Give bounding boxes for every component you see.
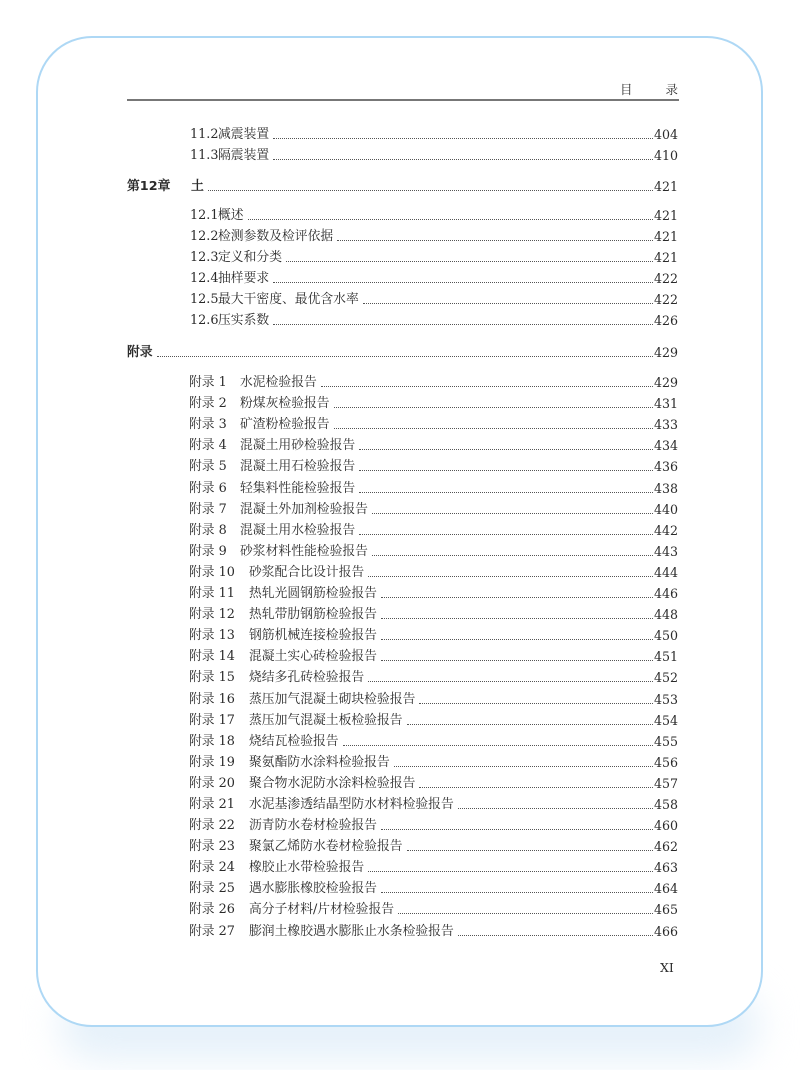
entry-number: 附录 25 bbox=[189, 881, 235, 897]
entry-number: 附录 23 bbox=[189, 839, 235, 855]
entry-page: 443 bbox=[653, 543, 678, 559]
dot-leader bbox=[381, 597, 653, 598]
dot-leader bbox=[273, 324, 653, 325]
toc-appendix-entry[interactable] bbox=[127, 918, 678, 939]
entry-title: 定义和分类 bbox=[218, 250, 282, 265]
dot-leader bbox=[381, 892, 653, 893]
dot-leader bbox=[337, 240, 653, 241]
entry-number: 12.1 bbox=[190, 208, 219, 223]
entry-number: 附录 16 bbox=[189, 691, 235, 707]
toc-appendix-entry[interactable] bbox=[127, 750, 678, 771]
toc-appendix-entry[interactable] bbox=[127, 497, 678, 518]
entry-number: 12.2 bbox=[190, 229, 219, 244]
entry-page: 404 bbox=[653, 127, 678, 142]
toc-appendix-entry[interactable] bbox=[127, 602, 678, 623]
dot-leader bbox=[157, 356, 653, 357]
entry-number: 附录 11 bbox=[189, 586, 235, 602]
entry-number: 11.3 bbox=[190, 148, 219, 163]
entry-page: 429 bbox=[653, 345, 678, 360]
toc-appendix-entry[interactable] bbox=[127, 897, 678, 918]
entry-page: 410 bbox=[653, 148, 678, 163]
entry-title: 压实系数 bbox=[218, 313, 270, 328]
entry-page: 456 bbox=[653, 754, 678, 770]
dot-leader bbox=[372, 555, 653, 556]
entry-page: 433 bbox=[653, 417, 678, 433]
dot-leader bbox=[286, 261, 653, 262]
entry-title: 聚合物水泥防水涂料检验报告 bbox=[249, 775, 416, 791]
dot-leader bbox=[398, 913, 653, 914]
entry-page: 454 bbox=[653, 712, 678, 728]
entry-number: 附录 14 bbox=[189, 649, 235, 665]
dot-leader bbox=[343, 745, 653, 746]
entry-number: 附录 22 bbox=[189, 818, 235, 834]
entry-title: 抽样要求 bbox=[218, 271, 270, 286]
entry-page: 442 bbox=[653, 522, 678, 538]
toc-appendix-entry[interactable] bbox=[127, 412, 678, 433]
entry-title: 混凝土用石检验报告 bbox=[240, 459, 356, 475]
entry-number: 附录 3 bbox=[189, 417, 227, 433]
toc-appendix-entry[interactable] bbox=[127, 729, 678, 750]
toc-appendix-entry[interactable] bbox=[127, 771, 678, 792]
entry-number: 附录 10 bbox=[189, 564, 235, 580]
entry-title: 烧结多孔砖检验报告 bbox=[249, 670, 365, 686]
entry-page: 421 bbox=[653, 250, 678, 265]
entry-title: 聚氯乙烯防水卷材检验报告 bbox=[249, 839, 403, 855]
toc-section-entry[interactable] bbox=[127, 122, 678, 143]
toc-appendix-entry[interactable] bbox=[127, 475, 678, 496]
running-head-char: 目 bbox=[620, 82, 633, 97]
entry-title: 烧结瓦检验报告 bbox=[249, 733, 339, 749]
entry-number: 12.3 bbox=[190, 250, 219, 265]
dot-leader bbox=[334, 407, 653, 408]
entry-title: 矿渣粉检验报告 bbox=[240, 417, 330, 433]
entry-page: 422 bbox=[653, 292, 678, 307]
entry-title: 沥青防水卷材检验报告 bbox=[249, 818, 377, 834]
dot-leader bbox=[368, 871, 653, 872]
toc-appendix-entry[interactable] bbox=[127, 560, 678, 581]
toc-appendix-entry[interactable] bbox=[127, 665, 678, 686]
toc-appendix-entry[interactable] bbox=[127, 454, 678, 475]
toc-appendix-entry[interactable] bbox=[127, 391, 678, 412]
entry-page: 453 bbox=[653, 691, 678, 707]
entry-number: 附录 15 bbox=[189, 670, 235, 686]
dot-leader bbox=[381, 639, 653, 640]
entry-page: 446 bbox=[653, 586, 678, 602]
entry-title: 砂浆配合比设计报告 bbox=[249, 564, 365, 580]
entry-page: 450 bbox=[653, 628, 678, 644]
toc-section-entry[interactable] bbox=[127, 287, 678, 308]
entry-title: 膨润土橡胶遇水膨胀止水条检验报告 bbox=[249, 923, 454, 939]
entry-page: 438 bbox=[653, 480, 678, 496]
entry-title: 混凝土用砂检验报告 bbox=[240, 438, 356, 454]
dot-leader bbox=[359, 470, 653, 471]
dot-leader bbox=[359, 449, 653, 450]
entry-page: 462 bbox=[653, 839, 678, 855]
dot-leader bbox=[372, 513, 653, 514]
toc-section-entry[interactable] bbox=[127, 143, 678, 164]
toc-appendix-entry[interactable] bbox=[127, 644, 678, 665]
entry-page: 429 bbox=[653, 375, 678, 391]
dot-leader bbox=[334, 428, 653, 429]
entry-number: 附录 2 bbox=[189, 396, 227, 412]
dot-leader bbox=[407, 724, 653, 725]
entry-number: 附录 5 bbox=[189, 459, 227, 475]
entry-title: 热轧带肋钢筋检验报告 bbox=[249, 607, 377, 623]
entry-page: 457 bbox=[653, 775, 678, 791]
entry-title: 轻集料性能检验报告 bbox=[240, 480, 356, 496]
toc-section-entry[interactable] bbox=[127, 266, 678, 287]
dot-leader bbox=[363, 303, 653, 304]
toc-appendix-heading[interactable] bbox=[127, 340, 678, 361]
entry-title: 减震装置 bbox=[218, 127, 270, 142]
entry-page: 458 bbox=[653, 796, 678, 812]
toc-appendix-entry[interactable] bbox=[127, 686, 678, 707]
entry-number: 附录 18 bbox=[189, 733, 235, 749]
toc-section-entry[interactable] bbox=[127, 308, 678, 329]
entry-number: 12.4 bbox=[190, 271, 219, 286]
entry-title: 遇水膨胀橡胶检验报告 bbox=[249, 881, 377, 897]
entry-page: 422 bbox=[653, 271, 678, 286]
entry-title: 隔震装置 bbox=[218, 148, 270, 163]
running-head bbox=[620, 80, 678, 98]
entry-number: 附录 1 bbox=[189, 375, 227, 391]
dot-leader bbox=[359, 534, 653, 535]
entry-page: 434 bbox=[653, 438, 678, 454]
toc-section-entry[interactable] bbox=[127, 224, 678, 245]
running-head-char: 录 bbox=[665, 82, 678, 97]
dot-leader bbox=[407, 850, 653, 851]
toc-appendix-entry[interactable] bbox=[127, 792, 678, 813]
toc-appendix-entry[interactable] bbox=[127, 539, 678, 560]
entry-title: 聚氨酯防水涂料检验报告 bbox=[249, 754, 390, 770]
toc-appendix-entry[interactable] bbox=[127, 518, 678, 539]
entry-title: 钢筋机械连接检验报告 bbox=[249, 628, 377, 644]
dot-leader bbox=[381, 618, 653, 619]
entry-title: 高分子材料/片材检验报告 bbox=[249, 902, 395, 918]
entry-title: 水泥基渗透结晶型防水材料检验报告 bbox=[249, 796, 454, 812]
entry-title: 检测参数及检评依据 bbox=[218, 229, 334, 244]
entry-number: 附录 20 bbox=[189, 775, 235, 791]
entry-title: 砂浆材料性能检验报告 bbox=[240, 543, 368, 559]
entry-title: 概述 bbox=[218, 208, 244, 223]
table-of-contents bbox=[127, 122, 678, 940]
entry-page: 421 bbox=[653, 208, 678, 223]
dot-leader bbox=[248, 219, 653, 220]
toc-appendix-entry[interactable] bbox=[127, 708, 678, 729]
dot-leader bbox=[394, 766, 653, 767]
toc-appendix-entry[interactable] bbox=[127, 813, 678, 834]
toc-appendix-entry[interactable] bbox=[127, 581, 678, 602]
entry-title: 热轧光圆钢筋检验报告 bbox=[249, 586, 377, 602]
dot-leader bbox=[321, 386, 653, 387]
entry-number: 附录 24 bbox=[189, 860, 235, 876]
entry-number: 第12章 bbox=[127, 179, 171, 194]
dot-leader bbox=[273, 138, 653, 139]
entry-page: 426 bbox=[653, 313, 678, 328]
entry-page: 464 bbox=[653, 881, 678, 897]
toc-section-entry[interactable] bbox=[127, 245, 678, 266]
entry-page: 455 bbox=[653, 733, 678, 749]
entry-page: 465 bbox=[653, 902, 678, 918]
toc-appendix-entry[interactable] bbox=[127, 855, 678, 876]
dot-leader bbox=[381, 660, 653, 661]
dot-leader bbox=[368, 681, 653, 682]
entry-title: 附录 bbox=[127, 345, 153, 360]
entry-title: 混凝土用水检验报告 bbox=[240, 522, 356, 538]
toc-appendix-entry[interactable] bbox=[127, 433, 678, 454]
entry-title: 混凝土外加剂检验报告 bbox=[240, 501, 368, 517]
entry-number: 附录 9 bbox=[189, 543, 227, 559]
page-number: XI bbox=[660, 960, 674, 975]
entry-page: 436 bbox=[653, 459, 678, 475]
dot-leader bbox=[208, 190, 653, 191]
entry-number: 附录 6 bbox=[189, 480, 227, 496]
entry-number: 附录 8 bbox=[189, 522, 227, 538]
entry-number: 11.2 bbox=[190, 127, 219, 142]
entry-title: 土 bbox=[191, 179, 204, 194]
entry-number: 附录 19 bbox=[189, 754, 235, 770]
entry-number: 12.6 bbox=[190, 313, 219, 328]
entry-page: 421 bbox=[653, 179, 678, 194]
entry-title: 橡胶止水带检验报告 bbox=[249, 860, 365, 876]
entry-number: 附录 13 bbox=[189, 628, 235, 644]
header-rule bbox=[127, 99, 679, 101]
entry-number: 附录 12 bbox=[189, 607, 235, 623]
toc-appendix-entry[interactable] bbox=[127, 834, 678, 855]
entry-page: 431 bbox=[653, 396, 678, 412]
dot-leader bbox=[419, 703, 653, 704]
entry-number: 12.5 bbox=[190, 292, 219, 307]
dot-leader bbox=[359, 492, 653, 493]
toc-section-entry[interactable] bbox=[127, 203, 678, 224]
entry-title: 蒸压加气混凝土砌块检验报告 bbox=[249, 691, 416, 707]
entry-title: 水泥检验报告 bbox=[240, 375, 317, 391]
entry-page: 440 bbox=[653, 501, 678, 517]
dot-leader bbox=[458, 935, 653, 936]
entry-number: 附录 21 bbox=[189, 796, 235, 812]
entry-title: 最大干密度、最优含水率 bbox=[218, 292, 359, 307]
dot-leader bbox=[273, 159, 653, 160]
dot-leader bbox=[458, 808, 653, 809]
dot-leader bbox=[273, 282, 653, 283]
entry-title: 粉煤灰检验报告 bbox=[240, 396, 330, 412]
entry-page: 421 bbox=[653, 229, 678, 244]
entry-title: 蒸压加气混凝土板检验报告 bbox=[249, 712, 403, 728]
toc-appendix-entry[interactable] bbox=[127, 623, 678, 644]
entry-page: 460 bbox=[653, 818, 678, 834]
entry-number: 附录 4 bbox=[189, 438, 227, 454]
toc-appendix-entry[interactable] bbox=[127, 370, 678, 391]
dot-leader bbox=[381, 829, 653, 830]
dot-leader bbox=[368, 576, 653, 577]
entry-page: 444 bbox=[653, 564, 678, 580]
entry-page: 448 bbox=[653, 607, 678, 623]
entry-page: 466 bbox=[653, 923, 678, 939]
entry-title: 混凝土实心砖检验报告 bbox=[249, 649, 377, 665]
toc-chapter-entry[interactable] bbox=[127, 174, 678, 195]
entry-page: 463 bbox=[653, 860, 678, 876]
entry-number: 附录 7 bbox=[189, 501, 227, 517]
entry-page: 451 bbox=[653, 649, 678, 665]
dot-leader bbox=[419, 787, 653, 788]
entry-number: 附录 17 bbox=[189, 712, 235, 728]
toc-appendix-entry[interactable] bbox=[127, 876, 678, 897]
entry-number: 附录 27 bbox=[189, 923, 235, 939]
entry-number: 附录 26 bbox=[189, 902, 235, 918]
entry-page: 452 bbox=[653, 670, 678, 686]
